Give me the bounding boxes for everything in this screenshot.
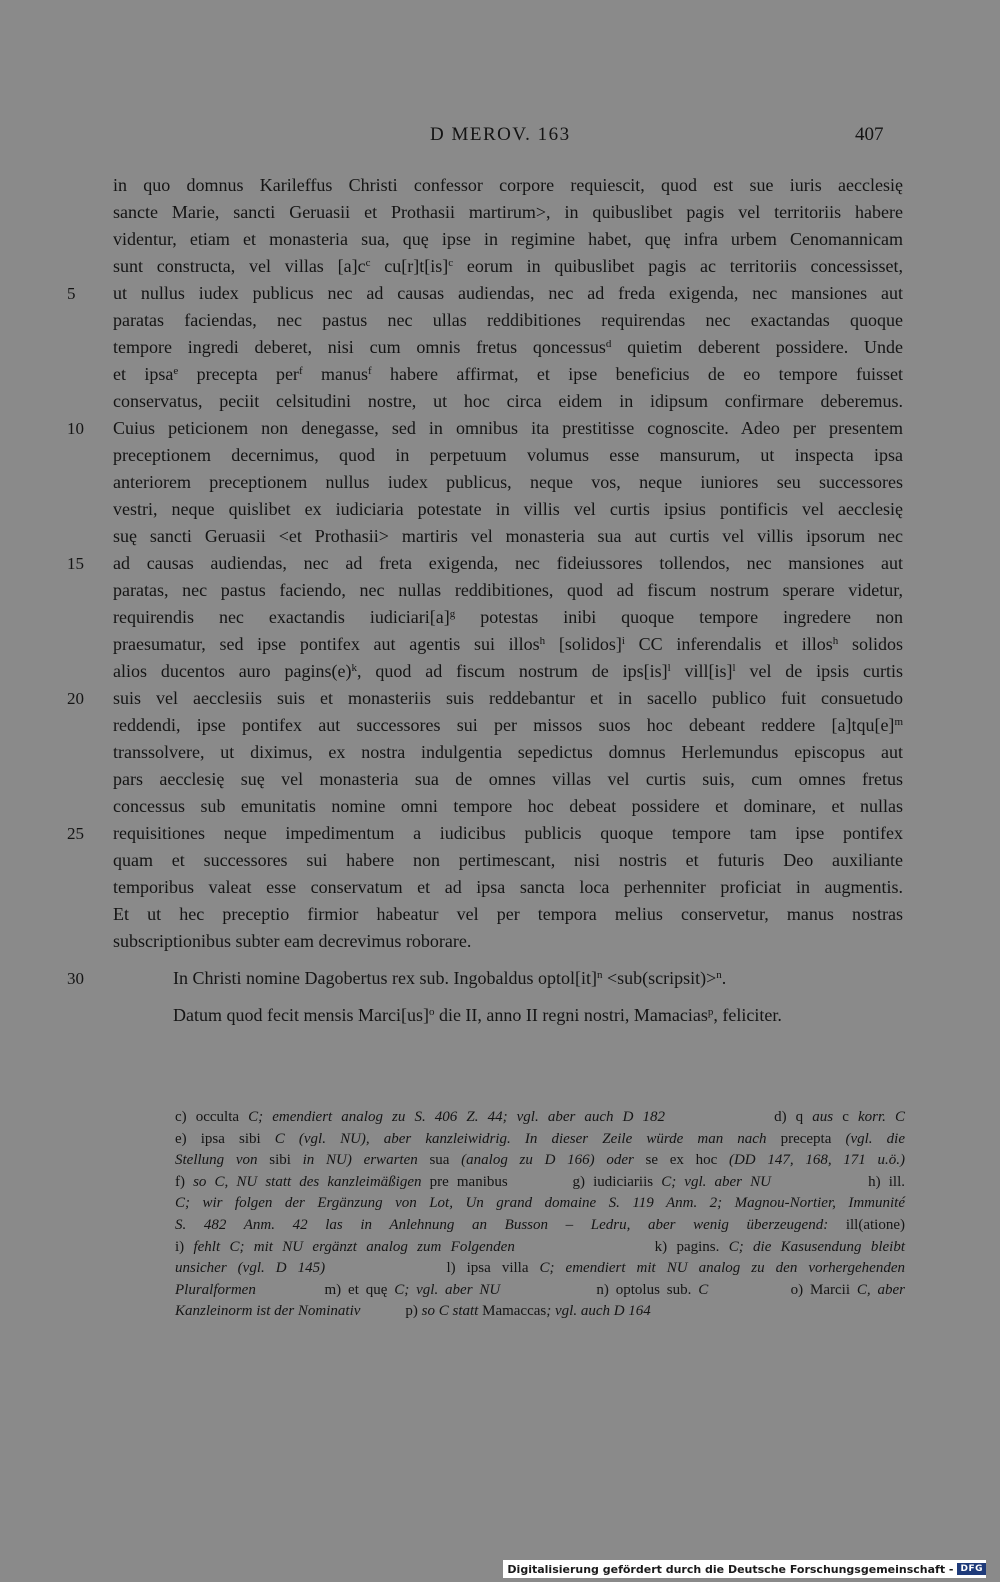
footnote-marker: c: [448, 257, 454, 269]
text-segment: In Christi nomine Dagobertus rex sub. Ingobaldus optol[it]: [173, 968, 597, 988]
footnote-marker: k: [351, 662, 358, 674]
text-segment: temporibus valeat esse conservatum et ad ipsa sancta loca perhenniter proficiat in augmentis.: [113, 877, 903, 897]
footnote-line: [175, 1258, 905, 1280]
footnote-marker: e: [173, 365, 179, 377]
text-segment: videntur, etiam et monasteria sua, quę ipse in regimine habet, quę infra urbem Cenomannicam: [113, 229, 903, 249]
text-line: [113, 1002, 903, 1029]
footnote-segment: in NU) erwarten: [302, 1152, 418, 1169]
footnote-line: [175, 1280, 905, 1302]
text-segment: Et ut hec preceptio firmior habeatur vel per tempora melius conservetur, manus nostras: [113, 904, 903, 924]
text-line: [113, 523, 903, 550]
text-segment: , quod ad fiscum nostrum de ips[is]: [357, 661, 668, 681]
text-line: [113, 874, 903, 901]
text-segment: anteriorem preceptionem nullus iudex publicus, neque vos, neque iuniores seu successores: [113, 472, 903, 492]
footnote-line: [175, 1150, 905, 1172]
text-line: [113, 199, 903, 226]
footnote-marker: h: [832, 635, 839, 647]
footnote-segment: aus: [812, 1109, 834, 1125]
footnote-segment: Pluralformen: [175, 1281, 256, 1298]
footnote-segment: l) ipsa villa: [325, 1260, 540, 1277]
text-line: [67, 550, 903, 577]
footnote-marker: p: [707, 1006, 714, 1018]
text-line: [113, 604, 903, 631]
footnote-marker: o: [428, 1006, 435, 1018]
footnote-marker: d: [605, 338, 612, 350]
footnote-marker: n: [596, 969, 603, 981]
line-number: 15: [67, 554, 84, 573]
footnote-segment: sua: [417, 1152, 462, 1169]
text-segment: paratas, nec pastus faciendo, nec nullas reddibitiones, quod ad fiscum nostrum sperare videtur,: [113, 580, 903, 600]
funding-credit: [503, 1560, 986, 1578]
text-segment: cu[r]t[is]: [370, 256, 449, 276]
text-segment: vill[is]: [670, 661, 733, 681]
text-segment: solidos: [838, 634, 903, 654]
footnote-segment: C; emendiert mit NU analog zu den vorhergehenden: [539, 1260, 905, 1277]
text-line: [113, 307, 903, 334]
footnote-segment: ; vgl. auch D 164: [546, 1303, 651, 1320]
footnote-segment: C; vgl. aber NU: [661, 1173, 771, 1190]
text-line: [113, 334, 903, 361]
text-line: [113, 793, 903, 820]
text-line: [113, 496, 903, 523]
footnote-line: [175, 1193, 905, 1215]
footnote-segment: so C statt: [421, 1303, 479, 1320]
footnote-segment: C, aber: [856, 1281, 905, 1298]
footnote-marker: f: [298, 365, 303, 377]
text-line: [113, 577, 903, 604]
footnote-marker: m: [894, 716, 903, 728]
text-segment: subscriptionibus subter eam decrevimus roborare.: [113, 931, 472, 951]
footnote-segment: precepta: [766, 1130, 846, 1147]
line-number: 20: [67, 689, 84, 708]
footnote-marker: f: [367, 365, 372, 377]
line-number: 30: [67, 969, 84, 988]
footnote-segment: korr. C: [857, 1109, 905, 1125]
text-segment: pars aecclesię suę vel monasteria sua de omnes villas vel curtis suis, cum omnes fretus: [113, 769, 903, 789]
text-segment: alios ducentos auro pagins(e): [113, 661, 352, 681]
text-line: [67, 965, 903, 992]
text-segment: vestri, neque quislibet ex iudiciaria potestate in villis vel curtis ipsius pontificis vel aecclesię: [113, 499, 903, 519]
footnote-segment: p): [360, 1303, 422, 1320]
footnote-segment: Kanzleinorm ist der Nominativ: [175, 1303, 361, 1320]
footnote-line: [175, 1215, 905, 1237]
text-line: [113, 361, 903, 388]
text-segment: praesumatur, sed ipse pontifex aut agentis sui illos: [113, 634, 540, 654]
footnote-segment: C; die Kasusendung bleibt: [728, 1238, 905, 1255]
footnote-segment: C; emendiert analog zu S. 406 Z. 44; vgl. aber auch D 182: [248, 1109, 666, 1125]
text-segment: manus: [302, 364, 368, 384]
text-segment: reddendi, ipse pontifex aut successores sui per missos suos hoc debeant reddere [a]tqu[e]: [113, 715, 895, 735]
text-segment: Datum quod fecit mensis Marci[us]: [173, 1005, 429, 1025]
running-header: [0, 124, 1000, 152]
text-line: [113, 658, 903, 685]
footnote-segment: pre manibus g) iudiciariis: [421, 1173, 662, 1190]
line-number: 10: [67, 419, 84, 438]
text-segment: requisitiones neque impedimentum a iudicibus publicis quoque tempore tam ipse pontifex: [113, 823, 903, 843]
text-line: [113, 442, 903, 469]
text-segment: vel de ipsis curtis: [735, 661, 904, 681]
footnote-segment: (vgl. die: [845, 1130, 905, 1147]
text-segment: concessus sub emunitatis nomine omni tempore hoc debeat possidere et dominare, et nullas: [113, 796, 903, 816]
footnote-segment: c: [833, 1109, 858, 1125]
footnote-segment: fehlt C; mit NU ergänzt analog zum Folgenden: [193, 1238, 515, 1255]
footnote-marker: l: [732, 662, 736, 674]
footnote-marker: h: [539, 635, 546, 647]
text-line: [67, 820, 903, 847]
text-segment: paratas faciendas, nec pastus nec ullas reddibitiones requirendas nec exactandas quoque: [113, 310, 903, 330]
text-segment: die II, anno II regni nostri, Mamacias: [434, 1005, 708, 1025]
footnote-segment: C (vgl. NU), aber kanzleiwidrig. In dieser Zeile würde man nach: [274, 1130, 767, 1147]
footnote-line: [175, 1301, 905, 1323]
credit-text: Digitalisierung gefördert durch die Deutsche Forschungsgemeinschaft -: [507, 1562, 954, 1576]
text-segment: ut nullus iudex publicus nec ad causas audiendas, nec ad freda exigenda, nec mansiones aut: [113, 283, 903, 303]
text-line: [113, 847, 903, 874]
footnote-segment: Stellung von: [175, 1152, 258, 1169]
text-segment: suis vel aecclesiis suis et monasteriis suis reddebantur et in sacello publico fuit consuetudo: [113, 688, 903, 708]
text-segment: habere affirmat, et ipse beneficius de eo tempore fuisset: [371, 364, 903, 384]
text-line: [113, 172, 903, 199]
footnote-segment: i): [175, 1238, 194, 1255]
text-segment: conservatus, peciit celsitudini nostre, ut hoc circa eidem in idipsum confirmare deberemus.: [113, 391, 903, 411]
running-title: D MEROV. 163: [430, 124, 571, 145]
footnote-segment: C: [698, 1281, 709, 1298]
text-line: [113, 712, 903, 739]
charter-text: [67, 172, 904, 1029]
footnote-segment: C; vgl. aber NU: [394, 1281, 501, 1298]
text-segment: requirendis nec exactandis iudiciari[a]: [113, 607, 450, 627]
text-segment: tempore ingredi deberet, nisi cum omnis fretus qoncessus: [113, 337, 606, 357]
footnote-marker: l: [667, 662, 671, 674]
line-number: 5: [67, 284, 76, 303]
footnote-segment: n) optolus sub.: [500, 1281, 699, 1298]
text-line: [113, 253, 903, 280]
footnote-marker: i: [621, 635, 625, 647]
footnote-line: [175, 1237, 905, 1259]
text-segment: [solidos]: [545, 634, 622, 654]
footnote-line: [175, 1129, 905, 1151]
footnote-segment: (DD 147, 168, 171 u.ö.): [728, 1152, 905, 1169]
footnote-segment: ill(atione): [828, 1216, 905, 1233]
footnote-line: [175, 1107, 905, 1129]
text-segment: transsolvere, ut diximus, ex nostra indulgentia sepedictus domnus Herlemundus episcopus aut: [113, 742, 903, 762]
footnote-marker: c: [365, 257, 371, 269]
text-line: [67, 415, 903, 442]
footnote-segment: h) ill.: [770, 1173, 905, 1190]
text-line: [113, 928, 903, 955]
footnote-marker: g: [449, 608, 456, 620]
footnote-segment: k) pagins.: [514, 1238, 729, 1255]
dfg-logo: DFG: [957, 1563, 986, 1575]
text-segment: CC inferendalis et illos: [624, 634, 833, 654]
footnote-segment: se ex hoc: [633, 1152, 729, 1169]
text-segment: eorum in quibuslibet pagis ac territoriis concessisset,: [453, 256, 903, 276]
text-line: [113, 901, 903, 928]
text-segment: et ipsa: [113, 364, 174, 384]
footnote-segment: c) occulta: [175, 1109, 249, 1125]
text-line: [113, 766, 903, 793]
footnote-segment: (analog zu D 166) oder: [461, 1152, 634, 1169]
text-segment: quam et successores sui habere non pertimescant, nisi nostris et futuris Deo auxiliante: [113, 850, 903, 870]
footnote-segment: d) q: [665, 1109, 813, 1125]
footnote-segment: unsicher (vgl. D 145): [175, 1260, 326, 1277]
footnote-segment: Mamaccas: [478, 1303, 547, 1320]
text-line: [113, 739, 903, 766]
footnote-segment: m) et quę: [255, 1281, 395, 1298]
footnote-segment: o) Marcii: [708, 1281, 857, 1298]
text-line: [113, 388, 903, 415]
text-segment: sunt constructa, vel villas [a]c: [113, 256, 366, 276]
footnote-marker: n: [716, 969, 722, 981]
text-segment: ad causas audiendas, nec ad freta exigenda, nec fideiussores tollendos, nec mansiones aut: [113, 553, 903, 573]
text-line: [67, 685, 903, 712]
footnote-line: [175, 1172, 905, 1194]
text-segment: <sub(scripsit)>: [602, 968, 717, 988]
text-segment: quietim deberent possidere. Unde: [611, 337, 903, 357]
footnote-segment: so C, NU statt des kanzleimäßigen: [193, 1173, 422, 1190]
text-segment: , feliciter.: [713, 1005, 782, 1025]
footnote-segment: C; wir folgen der Ergänzung von Lot, Un grand domaine S. 119 Anm. 2; Magnou-Nortier, Immunité: [175, 1195, 905, 1212]
footnote-segment: f): [175, 1173, 194, 1190]
footnote-segment: sibi: [257, 1152, 303, 1169]
text-segment: in quo domnus Karileffus Christi confessor corpore requiescit, quod est sue iuris aecclesię: [113, 175, 903, 195]
critical-apparatus: [175, 1107, 905, 1323]
text-segment: Cuius peticionem non denegasse, sed in omnibus ita prestitisse cognoscite. Adeo per presentem: [113, 418, 903, 438]
text-line: [113, 226, 903, 253]
text-line: [113, 469, 903, 496]
text-segment: precepta per: [178, 364, 299, 384]
footnote-segment: e) ipsa sibi: [175, 1130, 275, 1147]
text-segment: preceptionem decernimus, quod in perpetuum volumus esse mansurum, ut inspecta ipsa: [113, 445, 903, 465]
footnote-segment: S. 482 Anm. 42 las in Anlehnung an Busson – Ledru, aber wenig überzeugend:: [175, 1216, 829, 1233]
text-line: [67, 280, 903, 307]
page-number: 407: [855, 124, 884, 145]
text-line: [113, 631, 903, 658]
text-segment: sancte Marie, sancti Geruasii et Prothasii martirum>, in quibuslibet pagis vel territoriis habere: [113, 202, 903, 222]
text-segment: potestas inibi quoque tempore ingredere non: [455, 607, 903, 627]
text-segment: suę sancti Geruasii <et Prothasii> martiris vel monasteria sua aut curtis vel villis ipsorum nec: [113, 526, 903, 546]
line-number: 25: [67, 824, 84, 843]
text-segment: .: [721, 968, 727, 988]
